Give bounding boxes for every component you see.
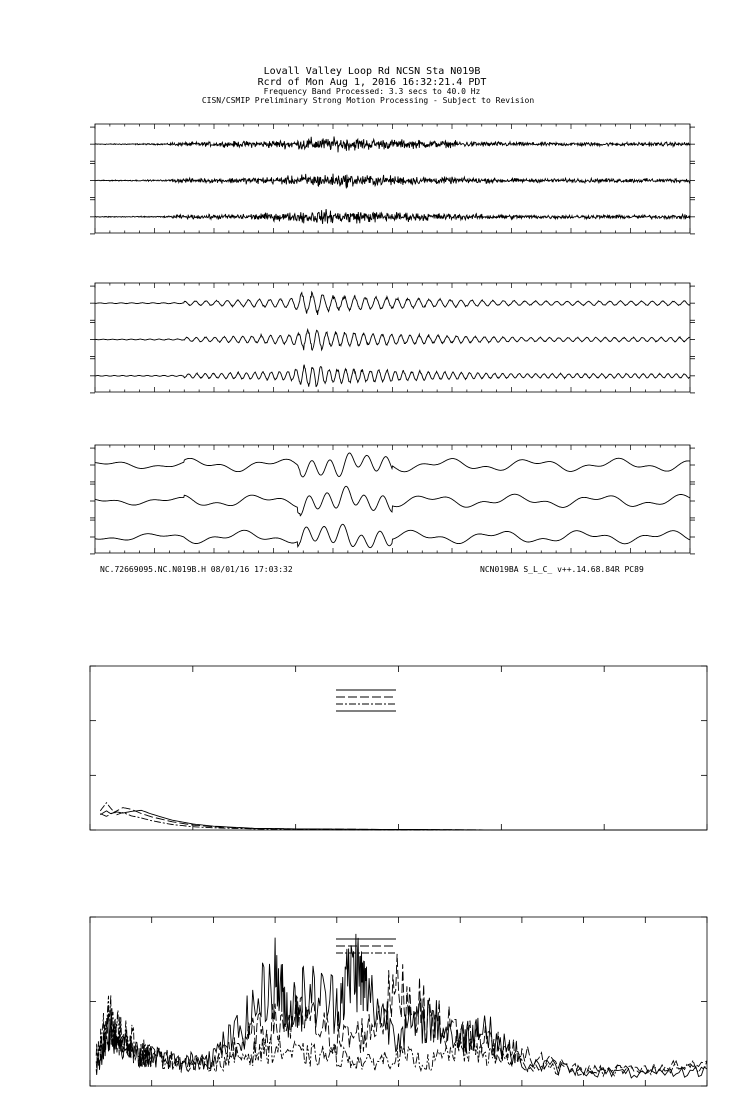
spectral-series-0 bbox=[100, 810, 707, 830]
displacement-trace-1 bbox=[95, 486, 690, 515]
processing-version: NCN019BA S_L_C_ v++.14.68.84R PC89 bbox=[480, 565, 644, 574]
acceleration-trace-2 bbox=[95, 209, 690, 224]
acceleration-trace-1 bbox=[95, 174, 690, 189]
displacement-trace-0 bbox=[95, 453, 690, 477]
acceleration-trace-0 bbox=[95, 137, 690, 153]
velocity-panel bbox=[90, 283, 695, 393]
record-id: NC.72669095.NC.N019B.H 08/01/16 17:03:32 bbox=[100, 565, 293, 574]
displacement-panel bbox=[90, 445, 695, 554]
spectral-frame bbox=[90, 666, 707, 830]
velocity-trace-1 bbox=[95, 330, 690, 351]
processing-note: CISN/CSMIP Preliminary Strong Motion Processing - Subject to Revision bbox=[201, 96, 535, 105]
spectral-series-2 bbox=[100, 803, 707, 830]
spectral-series-1 bbox=[100, 808, 707, 830]
spectral-acceleration-chart bbox=[90, 666, 707, 830]
acceleration-panel bbox=[90, 124, 695, 234]
velocity-trace-0 bbox=[95, 292, 690, 315]
fourier-series-0 bbox=[96, 934, 707, 1078]
velocity-trace-2 bbox=[95, 365, 690, 387]
band-processed: Frequency Band Processed: 3.3 secs to 40.0 Hz bbox=[263, 87, 481, 96]
displacement-trace-2 bbox=[95, 524, 690, 547]
velocity-fourier-chart bbox=[90, 917, 707, 1086]
velocity-frame bbox=[95, 283, 690, 392]
record-time: Rcrd of Mon Aug 1, 2016 16:32:21.4 PDT bbox=[257, 77, 487, 88]
fourier-series-2 bbox=[96, 995, 707, 1076]
station-title: Lovall Valley Loop Rd NCSN Sta N019B bbox=[263, 66, 481, 77]
